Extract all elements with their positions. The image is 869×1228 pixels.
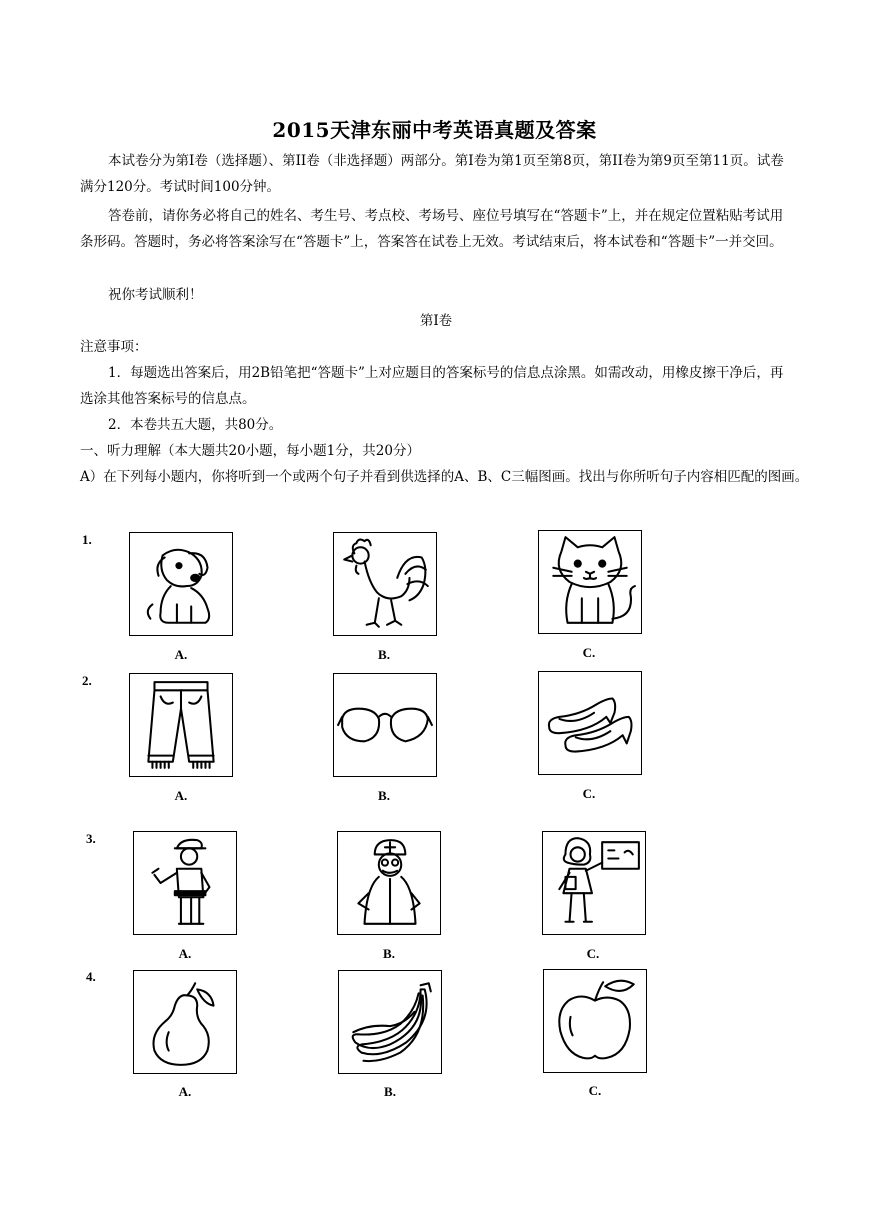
policeman-icon (133, 831, 237, 935)
notice-item: 2．本卷共五大题，共80分。 (108, 417, 283, 433)
rooster-icon (333, 532, 437, 636)
apple-icon (543, 969, 647, 1073)
option-label: A. (178, 946, 192, 961)
option-label: B. (378, 788, 390, 803)
question-number: 3. (86, 831, 96, 846)
doctor-icon (337, 831, 441, 935)
option-label: B. (383, 946, 395, 961)
option-label: C. (582, 786, 596, 801)
option-label: A. (174, 647, 188, 662)
section-a-instructions: A）在下列每小题内，你将听到一个或两个句子并看到供选择的A、B、C三幅图画。找出与你所听句子内容相匹配的图画。 (80, 469, 809, 485)
cat-icon (538, 530, 642, 634)
option-label: C. (582, 645, 596, 660)
trousers-icon (129, 673, 233, 777)
bananas-icon (338, 970, 442, 1074)
good-luck-line: 祝你考试顺利！ (108, 287, 203, 303)
pear-icon (133, 970, 237, 1074)
option-label: C. (586, 946, 600, 961)
question-number: 4. (86, 969, 96, 984)
option-label: B. (384, 1084, 396, 1099)
section-heading: 一、听力理解（本大题共20小题，每小题1分，共20分） (80, 443, 420, 459)
glasses-icon (333, 673, 437, 777)
notice-item: 1．每题选出答案后，用2B铅笔把“答题卡”上对应题目的答案标号的信息点涂黑。如需改动，用橡皮擦干净后，再选涂其他答案标号的信息点。 (80, 365, 784, 407)
intro-paragraph: 本试卷分为第Ⅰ卷（选择题）、第II卷（非选择题）两部分。第Ⅰ卷为第1页至第8页，第II卷为第9页至第11页。试卷满分120分。考试时间100分钟。 (80, 153, 784, 195)
teacher-icon (542, 831, 646, 935)
page-title: 2015天津东丽中考英语真题及答案 (272, 118, 597, 142)
option-label: A. (178, 1084, 192, 1099)
part-title: 第Ⅰ卷 (419, 313, 453, 329)
option-label: A. (174, 788, 188, 803)
dog-icon (129, 532, 233, 636)
question-number: 1. (82, 532, 92, 547)
question-number: 2. (82, 673, 92, 688)
option-label: B. (378, 647, 390, 662)
option-label: C. (588, 1083, 602, 1098)
instructions-paragraph: 答卷前，请你务必将自己的姓名、考生号、考点校、考场号、座位号填写在“答题卡”上，并在规定位置粘贴考试用条形码。答题时，务必将答案涂写在“答题卡”上，答案答在试卷上无效。考试结束后，将本试卷和“答题卡”一并交回。 (80, 208, 784, 250)
shoes-icon (538, 671, 642, 775)
notice-label: 注意事项： (80, 339, 148, 355)
